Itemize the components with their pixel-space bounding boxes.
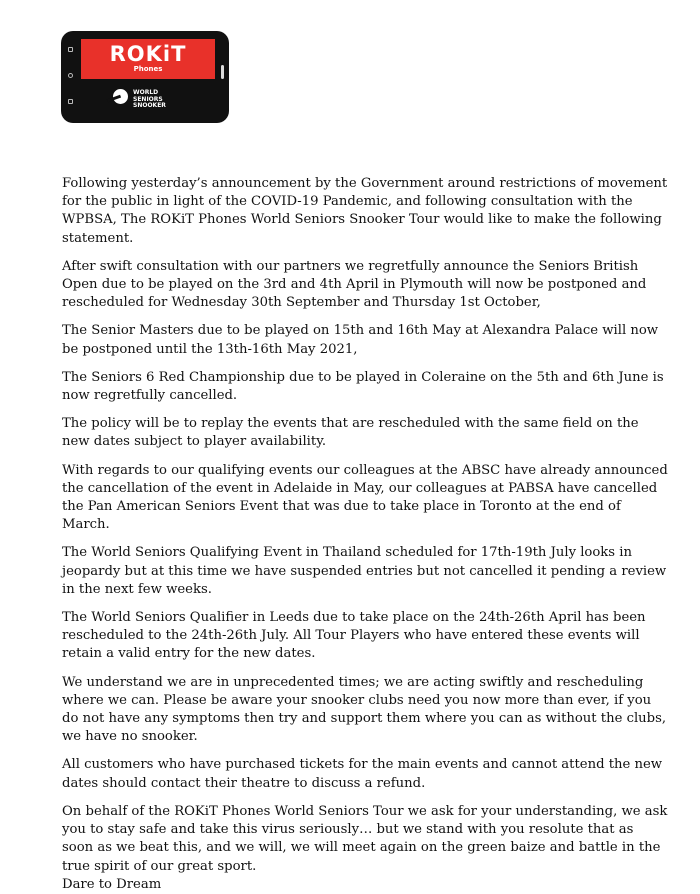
paragraph-replay-policy: The policy will be to replay the events that are rescheduled with the same field on the new dates subject to player availability.	[62, 416, 639, 450]
paragraph-clubs-support: We understand we are in unprecedented times; we are acting swiftly and rescheduling where we can. Please be aware your snooker clubs need you now more than ever, if you do not have any symptoms then try and support them where you can as without the clubs, we have no snooker.	[62, 674, 667, 745]
logo-brand-panel	[81, 39, 215, 79]
logo-org-panel	[81, 81, 215, 115]
paragraph-refunds: All customers who have purchased tickets for the main events and cannot attend the new dates should contact their theatre to discuss a refund.	[62, 757, 663, 791]
square-icon	[68, 99, 73, 104]
brand-subtitle: Phones	[133, 65, 163, 73]
paragraph-qualifying-events: With regards to our qualifying events our colleagues at the ABSC have already announced the cancellation of the event in Adelaide in May, our colleagues at PABSA have cancelled the Pan American Seniors Event that was due to take place in Toronto at the end of March.	[62, 462, 668, 533]
paragraph-british-open: After swift consultation with our partners we regretfully announce the Seniors British Open due to be played on the 3rd and 4th April in Plymouth will now be postponed and rescheduled for Wednesday 30th September and Thursday 1st October,	[62, 258, 647, 311]
signoff: Dare to Dream	[62, 876, 162, 892]
paragraph-thailand-qualifier: The World Seniors Qualifying Event in Thailand scheduled for 17th-19th July looks in jeopardy but at this time we have suspended entries but not cancelled it pending a review in the next few weeks.	[62, 545, 667, 597]
paragraph-leeds-qualifier: The World Seniors Qualifier in Leeds due to take place on the 24th-26th April has been rescheduled to the 24th-26th July. All Tour Players who have entered these events will retain a valid entry for the new dates.	[62, 610, 646, 662]
org-name-line: SENIORS	[133, 95, 163, 103]
org-name-line: SNOOKER	[133, 102, 166, 109]
statement-body	[62, 175, 668, 894]
circle-icon	[68, 73, 73, 78]
org-name	[133, 90, 166, 110]
square-icon	[68, 47, 73, 52]
brand-name: ROKiT	[109, 42, 187, 66]
paragraph-closing: On behalf of the ROKiT Phones World Seniors Tour we ask for your understanding, we ask you to stay safe and take this virus seriously… but we stand with you resolute that as soon as we beat this, and we will, we will meet again on the green baize and battle in the true spirit of our great sport.	[62, 803, 668, 874]
paragraph-announcement: Following yesterday’s announcement by the Government around restrictions of movement for the public in light of the COVID-19 Pandemic, and following consultation with the WPBSA, The ROKiT Phones World Seniors Snooker Tour would like to make the following statement.	[62, 176, 668, 246]
rokit-world-seniors-snooker-logo	[61, 31, 229, 123]
paragraph-senior-masters: The Senior Masters due to be played on 15th and 16th May at Alexandra Palace will now be postponed until the 13th-16th May 2021,	[62, 323, 659, 357]
org-name-line: WORLD	[133, 89, 159, 96]
paragraph-6-red: The Seniors 6 Red Championship due to be played in Coleraine on the 5th and 6th June is now regretfully cancelled.	[62, 369, 664, 404]
speaker-icon	[221, 65, 224, 79]
